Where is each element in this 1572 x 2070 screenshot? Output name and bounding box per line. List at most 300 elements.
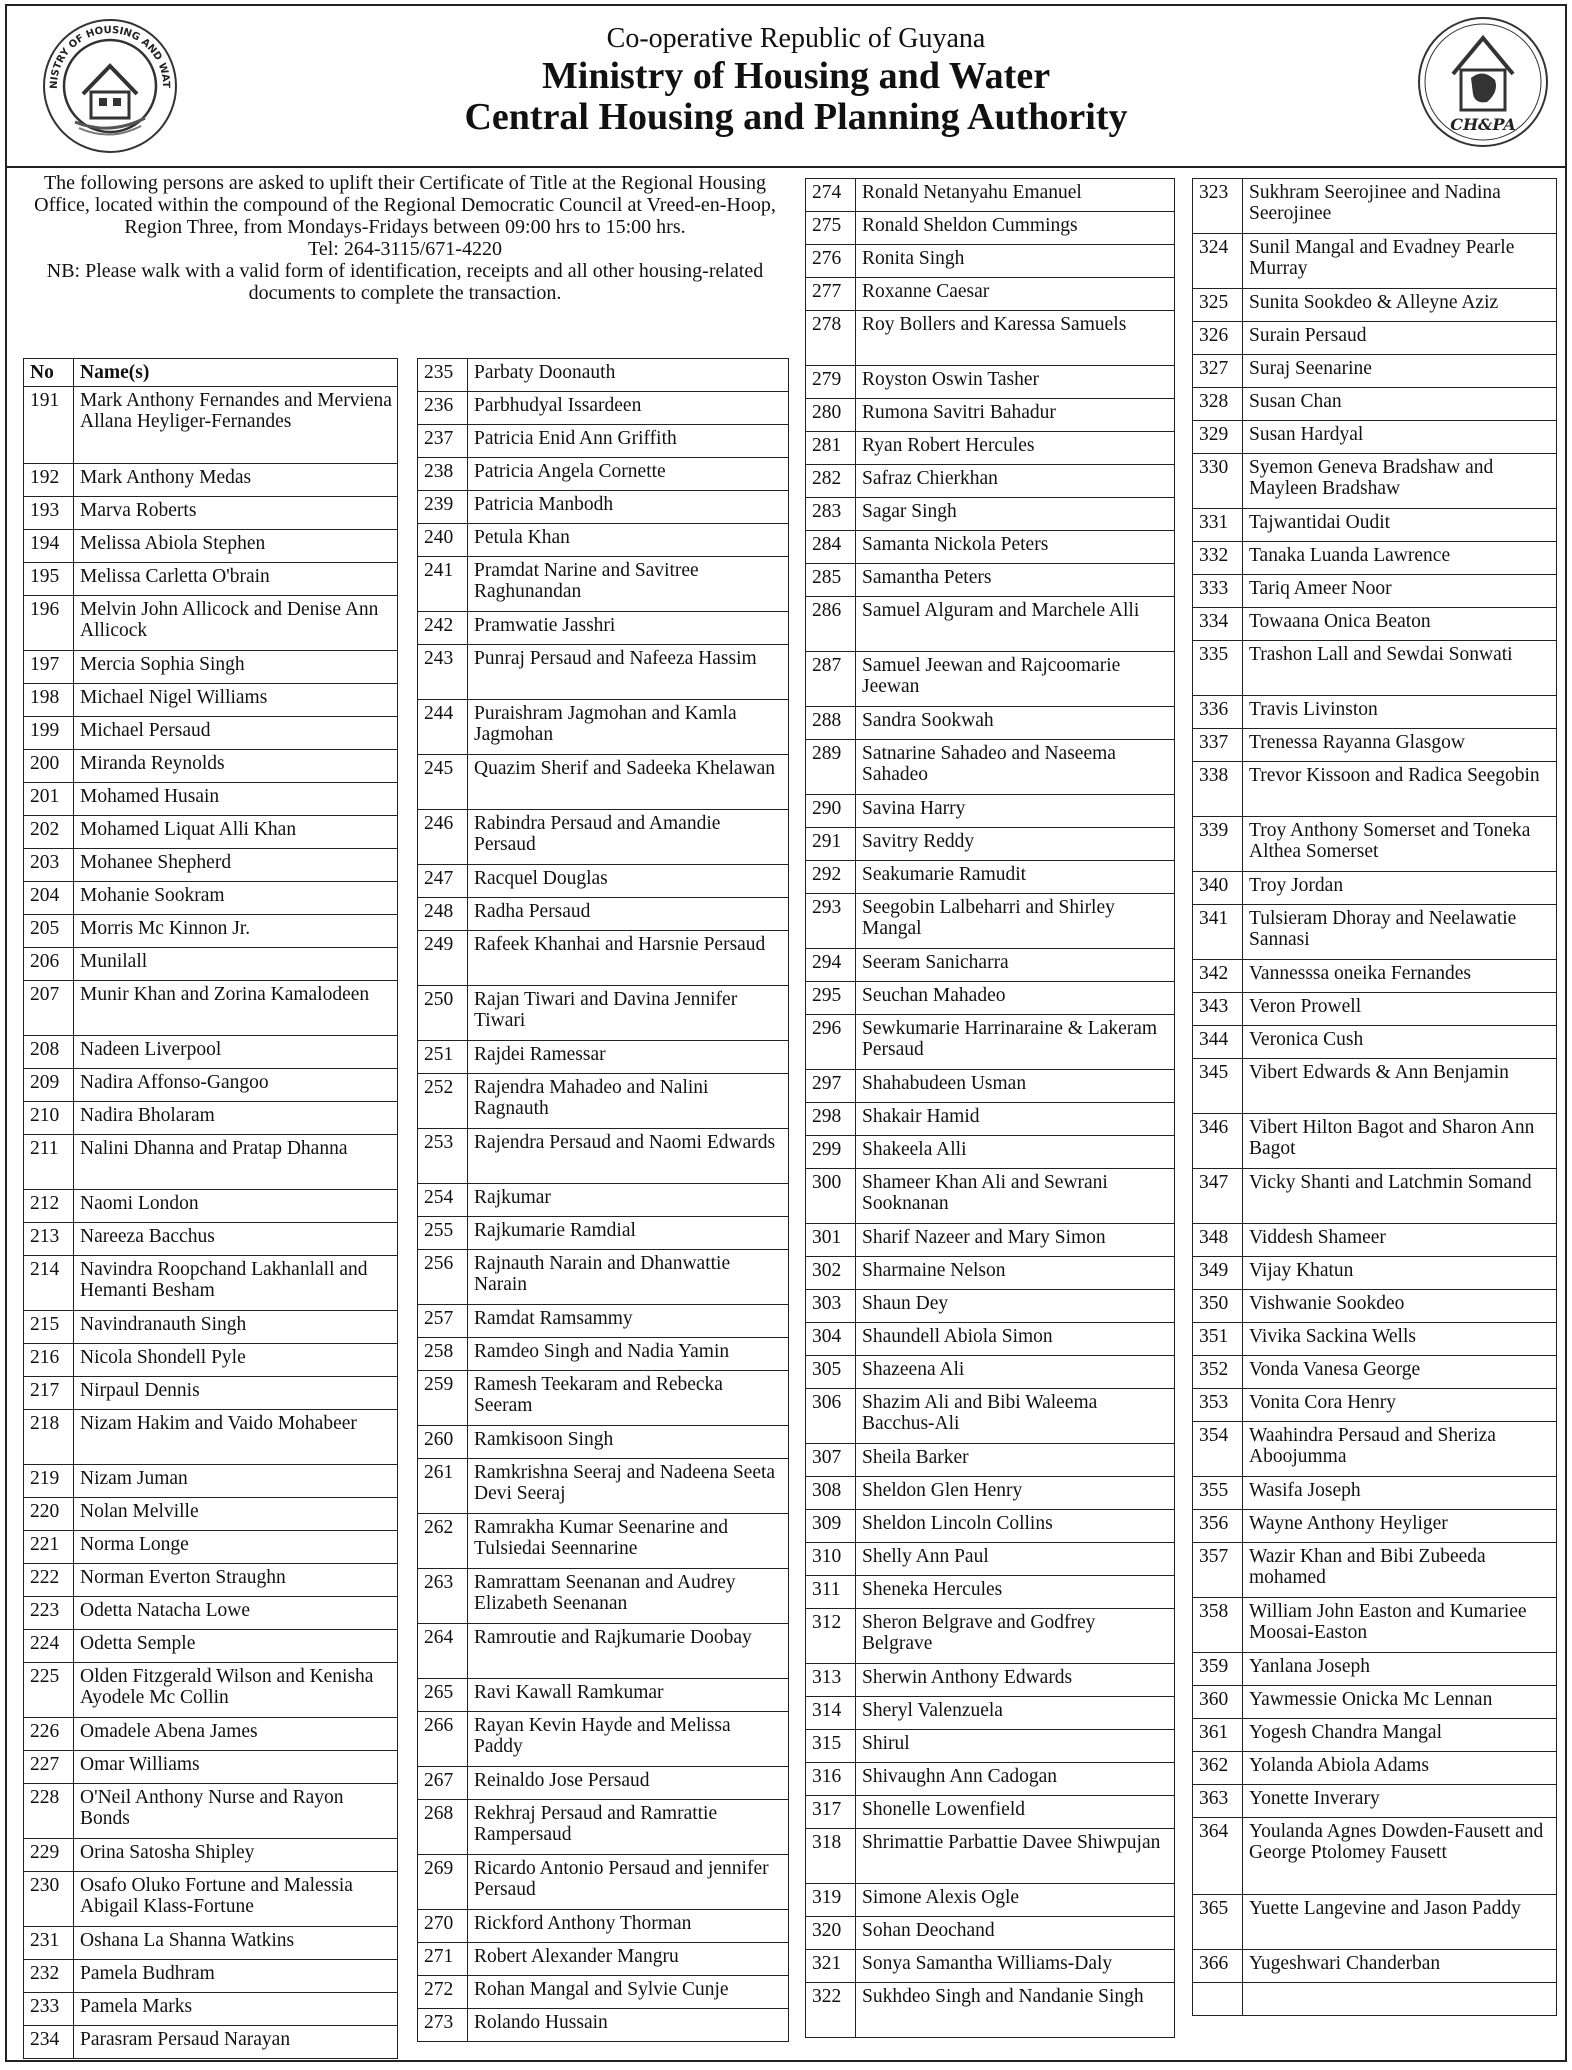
- table-row: [806, 894, 1175, 949]
- row-number: 193: [24, 497, 74, 530]
- row-name: Rohan Mangal and Sylvie Cunje: [468, 1976, 789, 2009]
- row-number: 268: [418, 1800, 468, 1855]
- row-name: [1243, 1983, 1557, 2016]
- row-number: 208: [24, 1036, 74, 1069]
- table-row: [1193, 641, 1557, 696]
- row-name: Mohanee Shepherd: [74, 849, 398, 882]
- row-name: Ricardo Antonio Persaud and jennifer Persaud: [468, 1855, 789, 1910]
- row-name: Vonda Vanesa George: [1243, 1356, 1557, 1389]
- row-name: Simone Alexis Ogle: [856, 1884, 1175, 1917]
- row-name: Shaun Dey: [856, 1290, 1175, 1323]
- table-row: [418, 458, 789, 491]
- row-number: 213: [24, 1223, 74, 1256]
- row-name: Munilall: [74, 948, 398, 981]
- row-number: 223: [24, 1597, 74, 1630]
- table-row: [418, 898, 789, 931]
- row-name: Travis Livinston: [1243, 696, 1557, 729]
- row-number: 207: [24, 981, 74, 1036]
- row-name: Trenessa Rayanna Glasgow: [1243, 729, 1557, 762]
- row-name: Sheneka Hercules: [856, 1576, 1175, 1609]
- row-name: Rajan Tiwari and Davina Jennifer Tiwari: [468, 986, 789, 1041]
- table-row: [806, 432, 1175, 465]
- row-number: 352: [1193, 1356, 1243, 1389]
- row-number: 243: [418, 645, 468, 700]
- row-number: 212: [24, 1190, 74, 1223]
- table-row: [418, 1305, 789, 1338]
- row-name: Mark Anthony Medas: [74, 464, 398, 497]
- row-name: Safraz Chierkhan: [856, 465, 1175, 498]
- row-name: Naomi London: [74, 1190, 398, 1223]
- row-number: 199: [24, 717, 74, 750]
- table-row: [806, 1015, 1175, 1070]
- table-row: [418, 1129, 789, 1184]
- table-row: [1193, 509, 1557, 542]
- row-number: 365: [1193, 1895, 1243, 1950]
- table-row: [24, 882, 398, 915]
- row-name: Pramwatie Jasshri: [468, 612, 789, 645]
- table-row: [806, 1730, 1175, 1763]
- row-name: Patricia Manbodh: [468, 491, 789, 524]
- row-name: Mercia Sophia Singh: [74, 651, 398, 684]
- row-number: 269: [418, 1855, 468, 1910]
- table-row: [24, 1498, 398, 1531]
- table-row: [24, 563, 398, 596]
- table-row: [1193, 872, 1557, 905]
- row-name: Veron Prowell: [1243, 993, 1557, 1026]
- row-number: 312: [806, 1609, 856, 1664]
- table-row: [806, 1224, 1175, 1257]
- table-row: [418, 1679, 789, 1712]
- table-row: [418, 1943, 789, 1976]
- row-name: Vicky Shanti and Latchmin Somand: [1243, 1169, 1557, 1224]
- table-row: [1193, 960, 1557, 993]
- row-name: Vijay Khatun: [1243, 1257, 1557, 1290]
- row-name: Yonette Inverary: [1243, 1785, 1557, 1818]
- row-name: Sukhdeo Singh and Nandanie Singh: [856, 1983, 1175, 2038]
- row-number: 266: [418, 1712, 468, 1767]
- table-row: [1193, 1290, 1557, 1323]
- row-name: Rumona Savitri Bahadur: [856, 399, 1175, 432]
- table-row: [24, 1564, 398, 1597]
- row-name: Sharif Nazeer and Mary Simon: [856, 1224, 1175, 1257]
- table-row: [1193, 1114, 1557, 1169]
- table-row: [24, 651, 398, 684]
- row-name: Michael Persaud: [74, 717, 398, 750]
- row-name: Reinaldo Jose Persaud: [468, 1767, 789, 1800]
- row-number: 253: [418, 1129, 468, 1184]
- row-number: 247: [418, 865, 468, 898]
- row-number: 361: [1193, 1719, 1243, 1752]
- table-row: [1193, 1356, 1557, 1389]
- row-number: 330: [1193, 454, 1243, 509]
- table-row: [24, 1960, 398, 1993]
- row-name: Shakair Hamid: [856, 1103, 1175, 1136]
- row-number: 277: [806, 278, 856, 311]
- row-name: Yuette Langevine and Jason Paddy: [1243, 1895, 1557, 1950]
- row-number: 301: [806, 1224, 856, 1257]
- table-row: [24, 1663, 398, 1718]
- svg-text:CH&PA: CH&PA: [1450, 115, 1516, 134]
- table-row: [1193, 608, 1557, 641]
- row-name: William John Easton and Kumariee Moosai-Easton: [1243, 1598, 1557, 1653]
- svg-text:MINISTRY OF HOUSING AND WATER: NISTRY OF HOUSING AND WAT: [48, 24, 172, 90]
- row-number: 343: [1193, 993, 1243, 1026]
- row-number: 262: [418, 1514, 468, 1569]
- row-number: 319: [806, 1884, 856, 1917]
- row-name: Rolando Hussain: [468, 2009, 789, 2042]
- row-number: 313: [806, 1664, 856, 1697]
- table-row: [1193, 1719, 1557, 1752]
- row-number: 317: [806, 1796, 856, 1829]
- table-row: [1193, 1752, 1557, 1785]
- row-number: 340: [1193, 872, 1243, 905]
- table-row: [806, 740, 1175, 795]
- row-number: 295: [806, 982, 856, 1015]
- row-name: Vannesssa oneika Fernandes: [1243, 960, 1557, 993]
- row-name: Ramdeo Singh and Nadia Yamin: [468, 1338, 789, 1371]
- row-number: 229: [24, 1839, 74, 1872]
- row-name: Viddesh Shameer: [1243, 1224, 1557, 1257]
- row-number: 194: [24, 530, 74, 563]
- row-number: 225: [24, 1663, 74, 1718]
- table-row: [806, 1884, 1175, 1917]
- row-name: Rekhraj Persaud and Ramrattie Rampersaud: [468, 1800, 789, 1855]
- row-name: Munir Khan and Zorina Kamalodeen: [74, 981, 398, 1036]
- table-row: [418, 1976, 789, 2009]
- row-name: Vivika Sackina Wells: [1243, 1323, 1557, 1356]
- row-number: 267: [418, 1767, 468, 1800]
- row-name: Rajkumarie Ramdial: [468, 1217, 789, 1250]
- row-number: [1193, 1983, 1243, 2016]
- table-row: [1193, 179, 1557, 234]
- row-number: 259: [418, 1371, 468, 1426]
- row-number: 254: [418, 1184, 468, 1217]
- row-number: 286: [806, 597, 856, 652]
- row-number: 307: [806, 1444, 856, 1477]
- row-name: Nirpaul Dennis: [74, 1377, 398, 1410]
- row-number: 233: [24, 1993, 74, 2026]
- table-row: [806, 399, 1175, 432]
- table-row: [806, 1829, 1175, 1884]
- authority-line: Central Housing and Planning Authority: [464, 96, 1128, 138]
- row-number: 315: [806, 1730, 856, 1763]
- row-number: 218: [24, 1410, 74, 1465]
- row-name: Rajdei Ramessar: [468, 1041, 789, 1074]
- table-row: [1193, 1543, 1557, 1598]
- row-name: Ravi Kawall Ramkumar: [468, 1679, 789, 1712]
- row-number: 362: [1193, 1752, 1243, 1785]
- table-row: [806, 179, 1175, 212]
- table-row: [1193, 1653, 1557, 1686]
- row-number: 227: [24, 1751, 74, 1784]
- row-name: Ryan Robert Hercules: [856, 432, 1175, 465]
- row-name: Waahindra Persaud and Sheriza Aboojumma: [1243, 1422, 1557, 1477]
- row-name: Osafo Oluko Fortune and Malessia Abigail Klass-Fortune: [74, 1872, 398, 1927]
- row-name: Sagar Singh: [856, 498, 1175, 531]
- table-row: [418, 865, 789, 898]
- row-number: 217: [24, 1377, 74, 1410]
- row-name: Mohanie Sookram: [74, 882, 398, 915]
- row-number: 238: [418, 458, 468, 491]
- table-row: [418, 612, 789, 645]
- row-name: Melissa Abiola Stephen: [74, 530, 398, 563]
- row-name: Rajendra Mahadeo and Nalini Ragnauth: [468, 1074, 789, 1129]
- table-row: [24, 717, 398, 750]
- row-name: Satnarine Sahadeo and Naseema Sahadeo: [856, 740, 1175, 795]
- table-row: [1193, 1983, 1557, 2016]
- table-row: [806, 1917, 1175, 1950]
- row-number: 198: [24, 684, 74, 717]
- table-row: [806, 1543, 1175, 1576]
- row-name: Yugeshwari Chanderban: [1243, 1950, 1557, 1983]
- chpa-logo: [1413, 12, 1553, 152]
- table-row: [1193, 1818, 1557, 1895]
- row-number: 263: [418, 1569, 468, 1624]
- row-number: 355: [1193, 1477, 1243, 1510]
- row-name: Rajkumar: [468, 1184, 789, 1217]
- table-row: [1193, 1510, 1557, 1543]
- row-number: 310: [806, 1543, 856, 1576]
- row-name: Towaana Onica Beaton: [1243, 608, 1557, 641]
- row-name: Savitry Reddy: [856, 828, 1175, 861]
- table-row: [806, 828, 1175, 861]
- row-number: 260: [418, 1426, 468, 1459]
- row-number: 332: [1193, 542, 1243, 575]
- table-row: [418, 700, 789, 755]
- row-number: 270: [418, 1910, 468, 1943]
- row-name: Rickford Anthony Thorman: [468, 1910, 789, 1943]
- table-row: [418, 1250, 789, 1305]
- row-number: 209: [24, 1069, 74, 1102]
- table-row: [806, 1389, 1175, 1444]
- row-number: 280: [806, 399, 856, 432]
- row-number: 298: [806, 1103, 856, 1136]
- row-name: Mark Anthony Fernandes and Merviena Allana Heyliger-Fernandes: [74, 387, 398, 464]
- table-row: [1193, 575, 1557, 608]
- table-row: [806, 245, 1175, 278]
- table-row: [1193, 1686, 1557, 1719]
- row-name: Omadele Abena James: [74, 1718, 398, 1751]
- row-number: 335: [1193, 641, 1243, 696]
- row-name: Shelly Ann Paul: [856, 1543, 1175, 1576]
- row-name: Ramkisoon Singh: [468, 1426, 789, 1459]
- row-number: 230: [24, 1872, 74, 1927]
- row-number: 195: [24, 563, 74, 596]
- row-number: 202: [24, 816, 74, 849]
- table-row: [24, 1344, 398, 1377]
- row-number: 246: [418, 810, 468, 865]
- table-row: [806, 597, 1175, 652]
- table-row: [418, 2009, 789, 2042]
- row-number: 205: [24, 915, 74, 948]
- row-name: Trashon Lall and Sewdai Sonwati: [1243, 641, 1557, 696]
- row-number: 334: [1193, 608, 1243, 641]
- row-name: Yolanda Abiola Adams: [1243, 1752, 1557, 1785]
- table-row: [1193, 1785, 1557, 1818]
- table-row: [24, 1927, 398, 1960]
- row-number: 236: [418, 392, 468, 425]
- table-row: [806, 1609, 1175, 1664]
- table-row: [24, 387, 398, 464]
- table-row: [418, 425, 789, 458]
- row-number: 303: [806, 1290, 856, 1323]
- table-row: [24, 1410, 398, 1465]
- row-name: Tulsieram Dhoray and Neelawatie Sannasi: [1243, 905, 1557, 960]
- row-number: 294: [806, 949, 856, 982]
- row-name: Petula Khan: [468, 524, 789, 557]
- table-row: [24, 1718, 398, 1751]
- row-number: 272: [418, 1976, 468, 2009]
- row-name: Samuel Jeewan and Rajcoomarie Jeewan: [856, 652, 1175, 707]
- row-name: Trevor Kissoon and Radica Seegobin: [1243, 762, 1557, 817]
- row-number: 308: [806, 1477, 856, 1510]
- nb-line: NB: Please walk with a valid form of identification, receipts and all other housing-related documents to complete the transaction.: [46, 260, 764, 304]
- row-name: Suraj Seenarine: [1243, 355, 1557, 388]
- table-row: [418, 524, 789, 557]
- row-number: 289: [806, 740, 856, 795]
- table-row: [806, 212, 1175, 245]
- row-number: 265: [418, 1679, 468, 1712]
- row-number: 203: [24, 849, 74, 882]
- names-column-4: [1192, 178, 1557, 2016]
- row-number: 249: [418, 931, 468, 986]
- row-number: 221: [24, 1531, 74, 1564]
- names-table: [805, 178, 1175, 2038]
- row-number: 204: [24, 882, 74, 915]
- table-row: [806, 1356, 1175, 1389]
- header-names: Name(s): [74, 359, 398, 387]
- row-name: Pramdat Narine and Savitree Raghunandan: [468, 557, 789, 612]
- row-name: Michael Nigel Williams: [74, 684, 398, 717]
- table-row: [806, 1763, 1175, 1796]
- table-row: [806, 366, 1175, 399]
- row-name: Sheldon Lincoln Collins: [856, 1510, 1175, 1543]
- table-row: [1193, 817, 1557, 872]
- row-name: Nolan Melville: [74, 1498, 398, 1531]
- row-number: 318: [806, 1829, 856, 1884]
- row-name: Veronica Cush: [1243, 1026, 1557, 1059]
- table-row: [1193, 1422, 1557, 1477]
- row-name: Sheryl Valenzuela: [856, 1697, 1175, 1730]
- row-name: Yawmessie Onicka Mc Lennan: [1243, 1686, 1557, 1719]
- table-row: [1193, 1950, 1557, 1983]
- table-row: [806, 531, 1175, 564]
- row-name: Ramdat Ramsammy: [468, 1305, 789, 1338]
- row-number: 191: [24, 387, 74, 464]
- row-name: Rafeek Khanhai and Harsnie Persaud: [468, 931, 789, 986]
- letterhead: [7, 6, 1565, 168]
- names-table: [1192, 178, 1557, 2016]
- row-name: Tajwantidai Oudit: [1243, 509, 1557, 542]
- table-row: [418, 931, 789, 986]
- table-row: [24, 497, 398, 530]
- table-row: [24, 981, 398, 1036]
- table-row: [418, 1338, 789, 1371]
- row-name: Sheldon Glen Henry: [856, 1477, 1175, 1510]
- table-row: [24, 1784, 398, 1839]
- row-number: 311: [806, 1576, 856, 1609]
- table-row: [806, 1576, 1175, 1609]
- table-row: [1193, 1169, 1557, 1224]
- ministry-line: Ministry of Housing and Water: [541, 55, 1051, 97]
- row-name: Sandra Sookwah: [856, 707, 1175, 740]
- row-number: 251: [418, 1041, 468, 1074]
- row-number: 252: [418, 1074, 468, 1129]
- row-name: Seuchan Mahadeo: [856, 982, 1175, 1015]
- row-number: 326: [1193, 322, 1243, 355]
- table-row: [1193, 355, 1557, 388]
- row-name: Puraishram Jagmohan and Kamla Jagmohan: [468, 700, 789, 755]
- row-number: 215: [24, 1311, 74, 1344]
- row-name: Ramesh Teekaram and Rebecka Seeram: [468, 1371, 789, 1426]
- names-column-3: [805, 178, 1175, 2038]
- row-number: 350: [1193, 1290, 1243, 1323]
- row-number: 336: [1193, 696, 1243, 729]
- row-name: Ronita Singh: [856, 245, 1175, 278]
- row-name: Sohan Deochand: [856, 1917, 1175, 1950]
- table-row: [24, 1531, 398, 1564]
- row-name: Nadeen Liverpool: [74, 1036, 398, 1069]
- row-number: 220: [24, 1498, 74, 1531]
- row-number: 297: [806, 1070, 856, 1103]
- row-name: Rajnauth Narain and Dhanwattie Narain: [468, 1250, 789, 1305]
- table-row: [24, 1465, 398, 1498]
- table-row: [24, 1223, 398, 1256]
- table-row: [418, 1371, 789, 1426]
- table-row: [418, 645, 789, 700]
- row-name: Samanta Nickola Peters: [856, 531, 1175, 564]
- row-name: Sherwin Anthony Edwards: [856, 1664, 1175, 1697]
- row-name: Seegobin Lalbeharri and Shirley Mangal: [856, 894, 1175, 949]
- row-number: 210: [24, 1102, 74, 1135]
- table-row: [24, 1311, 398, 1344]
- row-name: Rabindra Persaud and Amandie Persaud: [468, 810, 789, 865]
- row-name: Troy Jordan: [1243, 872, 1557, 905]
- table-row: [24, 1069, 398, 1102]
- row-number: 245: [418, 755, 468, 810]
- row-name: Wayne Anthony Heyliger: [1243, 1510, 1557, 1543]
- row-name: Melvin John Allicock and Denise Ann Allicock: [74, 596, 398, 651]
- telephone-line: Tel: 264-3115/671-4220: [308, 238, 502, 260]
- table-row: [418, 1074, 789, 1129]
- table-row: [24, 1102, 398, 1135]
- table-row: [418, 1712, 789, 1767]
- row-name: Tanaka Luanda Lawrence: [1243, 542, 1557, 575]
- table-row: [418, 755, 789, 810]
- row-number: 287: [806, 652, 856, 707]
- row-number: 345: [1193, 1059, 1243, 1114]
- table-row: [418, 491, 789, 524]
- row-name: Shirul: [856, 1730, 1175, 1763]
- row-name: Wasifa Joseph: [1243, 1477, 1557, 1510]
- table-row: [418, 1624, 789, 1679]
- table-row: [24, 1256, 398, 1311]
- table-row: [418, 1041, 789, 1074]
- row-number: 346: [1193, 1114, 1243, 1169]
- table-row: [1193, 454, 1557, 509]
- row-name: Shazeena Ali: [856, 1356, 1175, 1389]
- row-number: 275: [806, 212, 856, 245]
- row-number: 357: [1193, 1543, 1243, 1598]
- table-row: [1193, 905, 1557, 960]
- row-number: 351: [1193, 1323, 1243, 1356]
- row-name: Shakeela Alli: [856, 1136, 1175, 1169]
- table-row: [806, 1169, 1175, 1224]
- ministry-logo: [35, 14, 185, 154]
- table-row: [806, 498, 1175, 531]
- row-name: Patricia Enid Ann Griffith: [468, 425, 789, 458]
- row-name: Sharmaine Nelson: [856, 1257, 1175, 1290]
